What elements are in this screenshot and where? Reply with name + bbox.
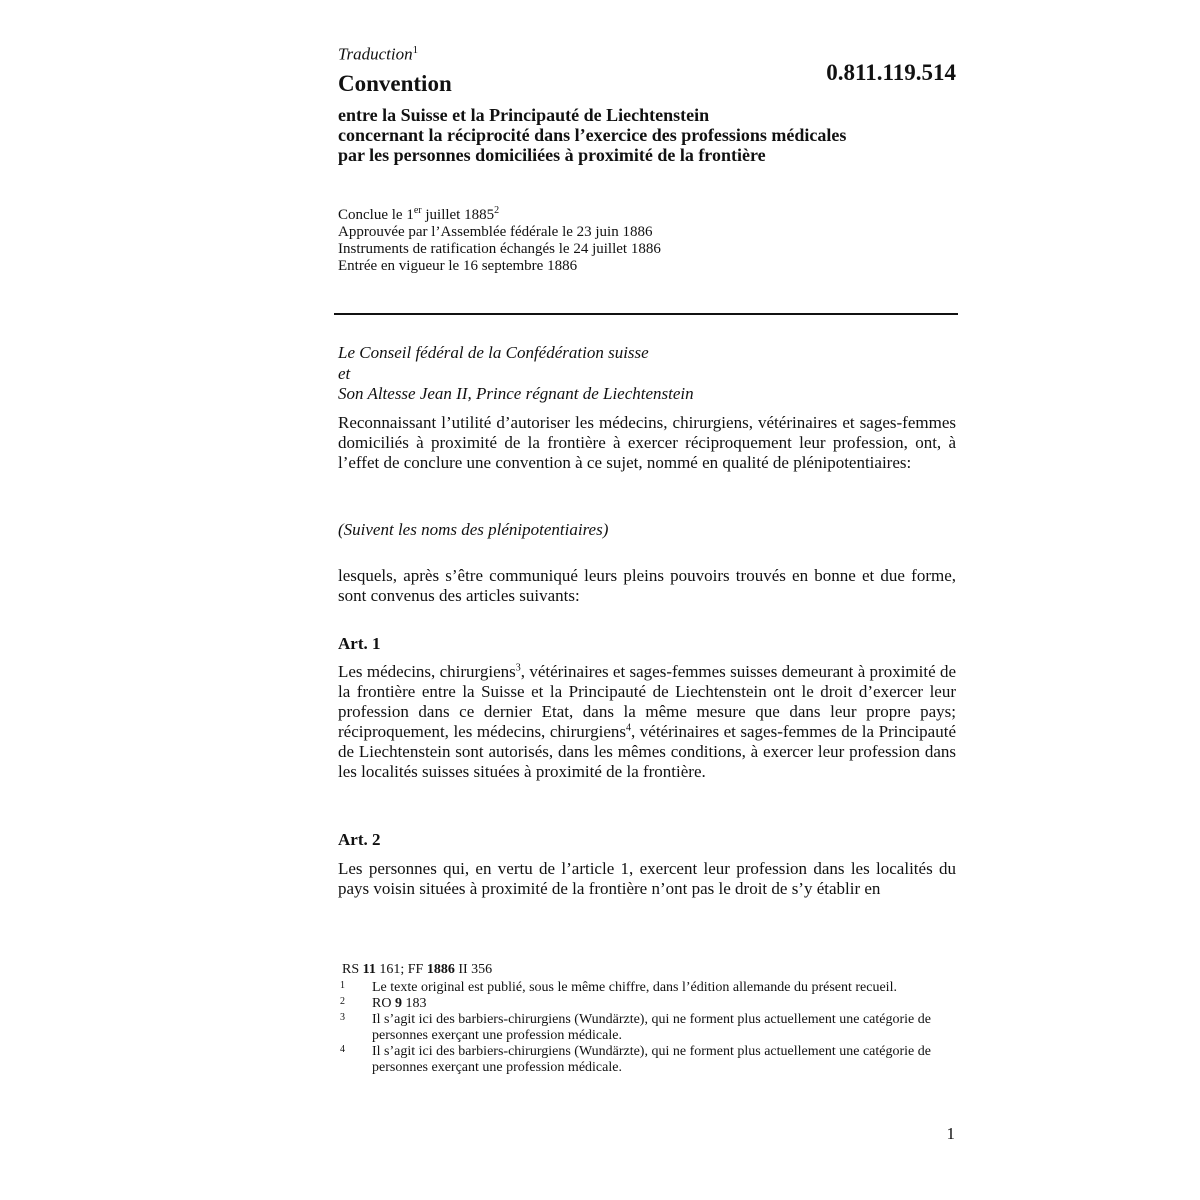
article-2-text: Les personnes qui, en vertu de l’article 1, exercent leur profession dans les localités du pays voisin situées à proximité de la frontière n’ont pas le droit de s’y établir en: [338, 859, 956, 898]
footnote-item: 2 RO 9 183: [340, 996, 427, 1011]
page-number: 1: [946, 1124, 955, 1143]
plenipotentiaries-note: (Suivent les noms des plénipotentiaires): [338, 520, 609, 539]
source-reference: RS 11 161; FF 1886 II 356: [342, 962, 493, 977]
footnote-ref: 3: [515, 662, 521, 674]
footnote-item: 4 Il s’agit ici des barbiers-chirurgiens (Wundärzte), qui ne forment plus actuellement une catégorie de personnes exerçant une profession médicale.: [340, 1044, 931, 1075]
treaty-dates: [338, 202, 956, 275]
date-entry-into-force: Entrée en vigueur le 16 septembre 1886: [338, 258, 578, 274]
footnote-ref: 2: [494, 205, 500, 216]
footnote-item: 3 Il s’agit ici des barbiers-chirurgiens (Wundärzte), qui ne forment plus actuellement une catégorie de personnes exerçant une profession médicale.: [340, 1012, 931, 1043]
document-title: Convention: [338, 71, 452, 96]
article-1-heading: Art. 1: [338, 634, 381, 653]
footnotes: [340, 962, 940, 1076]
divider: [334, 313, 958, 315]
contracting-parties: Le Conseil fédéral de la Confédération suisse et Son Altesse Jean II, Prince régnant de Liechtenstein: [338, 343, 694, 403]
date-concluded: Conclue le 1er juillet 1885$^2$: [338, 205, 500, 223]
lesquels-paragraph: lesquels, après s’être communiqué leurs pleins pouvoirs trouvés en bonne et due forme, sont convenus des articles suivants:: [338, 566, 956, 605]
footnote-ref: 4: [626, 722, 631, 734]
document-subtitle: entre la Suisse et la Principauté de Liechtenstein concernant la réciprocité dans l’exercice des professions médicales par les personnes domiciliées à proximité de la frontière: [338, 105, 847, 165]
article-2-heading: Art. 2: [338, 830, 381, 849]
date-ratification: Instruments de ratification échangés le 24 juillet 1886: [338, 241, 661, 257]
date-approved: Approuvée par l’Assemblée fédérale le 23 juin 1886: [338, 224, 653, 240]
footnote-ref: 1: [412, 44, 419, 56]
translation-label: Traduction$^1$: [338, 44, 419, 64]
footnote-item: 1 Le texte original est publié, sous le même chiffre, dans l’édition allemande du présent recueil.: [340, 980, 897, 995]
preamble-paragraph: Reconnaissant l’utilité d’autoriser les médecins, chirurgiens, vétérinaires et sages-femmes domiciliés à proximité de la frontière à exercer réciproquement leur profession, ont, à l’effet de conclure une convention à ce sujet, nommé en qualité de plénipotentiaires:: [338, 413, 956, 472]
sr-number: 0.811.119.514: [826, 60, 956, 85]
article-1-text: Les médecins, chirurgiens$^3$, vétérinaires et sages-femmes suisses demeurant à proximité de la frontière entre la Suisse et la Principauté de Liechtenstein ont le droit d’exercer leur profession dans ce dernier Etat, dans la même mesure que dans leur propre pays; réciproquement, les médecins, chirurgiens$^4$, vétérinaires et sages-femmes de la Principauté de Liechtenstein sont autorisés, dans les mêmes conditions, à exercer leur profession dans les localités suisses situées à proximité de la frontière.: [338, 662, 956, 781]
